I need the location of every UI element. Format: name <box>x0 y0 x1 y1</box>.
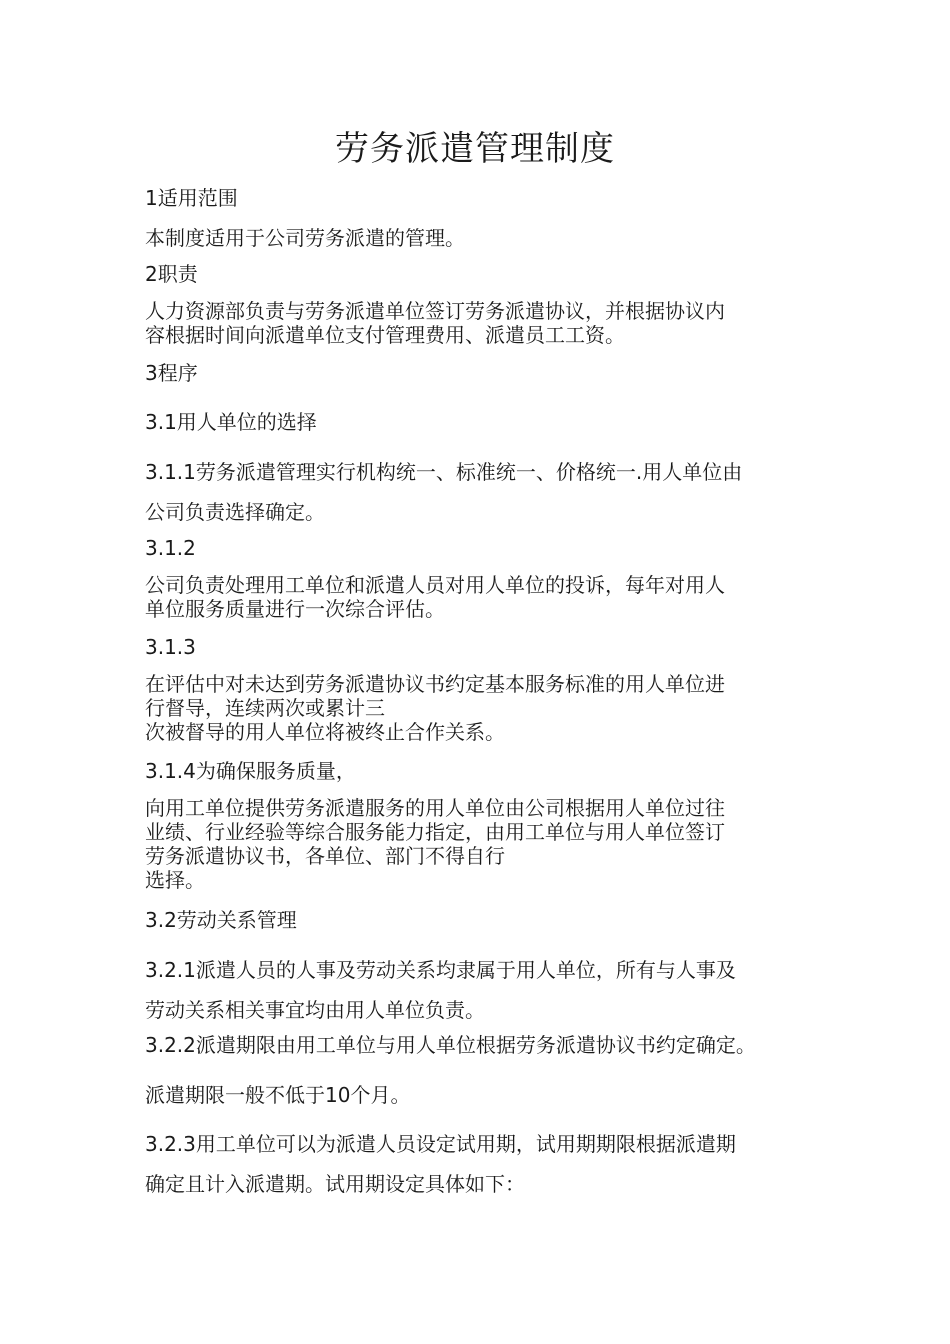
section-2-body <box>145 299 825 347</box>
clause-3-2-3 <box>145 1124 825 1204</box>
text-line: 劳动关系相关事宜均由用人单位负责。 <box>145 998 485 1022</box>
text-line: 3.2.3用工单位可以为派遣人员设定试用期，试用期期限根据派遣期 <box>145 1132 736 1156</box>
document-title: 劳务派遣管理制度 <box>335 129 615 169</box>
text-line: 公司负责选择确定。 <box>145 500 325 524</box>
text-line: 业绩、行业经验等综合服务能力指定，由用工单位与用人单位签订 <box>145 820 725 844</box>
clause-3-1-2-label: 3.1.2 <box>145 536 196 560</box>
text-line: 确定且计入派遣期。试用期设定具体如下： <box>145 1172 525 1196</box>
text-line: 选择。 <box>145 868 205 892</box>
text-line: 向用工单位提供劳务派遣服务的用人单位由公司根据用人单位过往 <box>145 796 725 820</box>
text-line: 行督导，连续两次或累计三 <box>145 696 385 720</box>
clause-3-1-4-label: 3.1.4为确保服务质量， <box>145 759 356 783</box>
section-2-heading: 2职责 <box>145 262 198 286</box>
section-3-2-heading: 3.2劳动关系管理 <box>145 908 297 932</box>
text-line: 劳务派遣协议书，各单位、部门不得自行 <box>145 844 505 868</box>
clause-3-1-3-body <box>145 672 825 744</box>
section-1-body: 本制度适用于公司劳务派遣的管理。 <box>145 226 465 250</box>
text-line: 3.2.1派遣人员的人事及劳动关系均隶属于用人单位，所有与人事及 <box>145 958 736 982</box>
section-1-heading: 1适用范围 <box>145 186 238 210</box>
text-line: 次被督导的用人单位将被终止合作关系。 <box>145 720 505 744</box>
clause-3-2-1 <box>145 950 825 1030</box>
section-3-heading: 3程序 <box>145 361 198 385</box>
clause-3-1-3-label: 3.1.3 <box>145 635 196 659</box>
clause-3-2-2-note: 派遣期限一般不低于10个月。 <box>145 1083 411 1107</box>
clause-3-1-2-body <box>145 573 825 621</box>
clause-3-2-2: 3.2.2派遣期限由用工单位与用人单位根据劳务派遣协议书约定确定。 <box>145 1033 756 1057</box>
text-line: 公司负责处理用工单位和派遣人员对用人单位的投诉，每年对用人 <box>145 573 725 597</box>
text-line: 人力资源部负责与劳务派遣单位签订劳务派遣协议，并根据协议内 <box>145 299 725 323</box>
clause-3-1-4-body <box>145 796 825 892</box>
text-line: 容根据时间向派遣单位支付管理费用、派遣员工工资。 <box>145 323 625 347</box>
clause-3-1-1 <box>145 452 825 532</box>
text-line: 3.1.1劳务派遣管理实行机构统一、标准统一、价格统一.用人单位由 <box>145 460 743 484</box>
text-line: 单位服务质量进行一次综合评估。 <box>145 597 445 621</box>
text-line: 在评估中对未达到劳务派遣协议书约定基本服务标准的用人单位进 <box>145 672 725 696</box>
section-3-1-heading: 3.1用人单位的选择 <box>145 410 317 434</box>
